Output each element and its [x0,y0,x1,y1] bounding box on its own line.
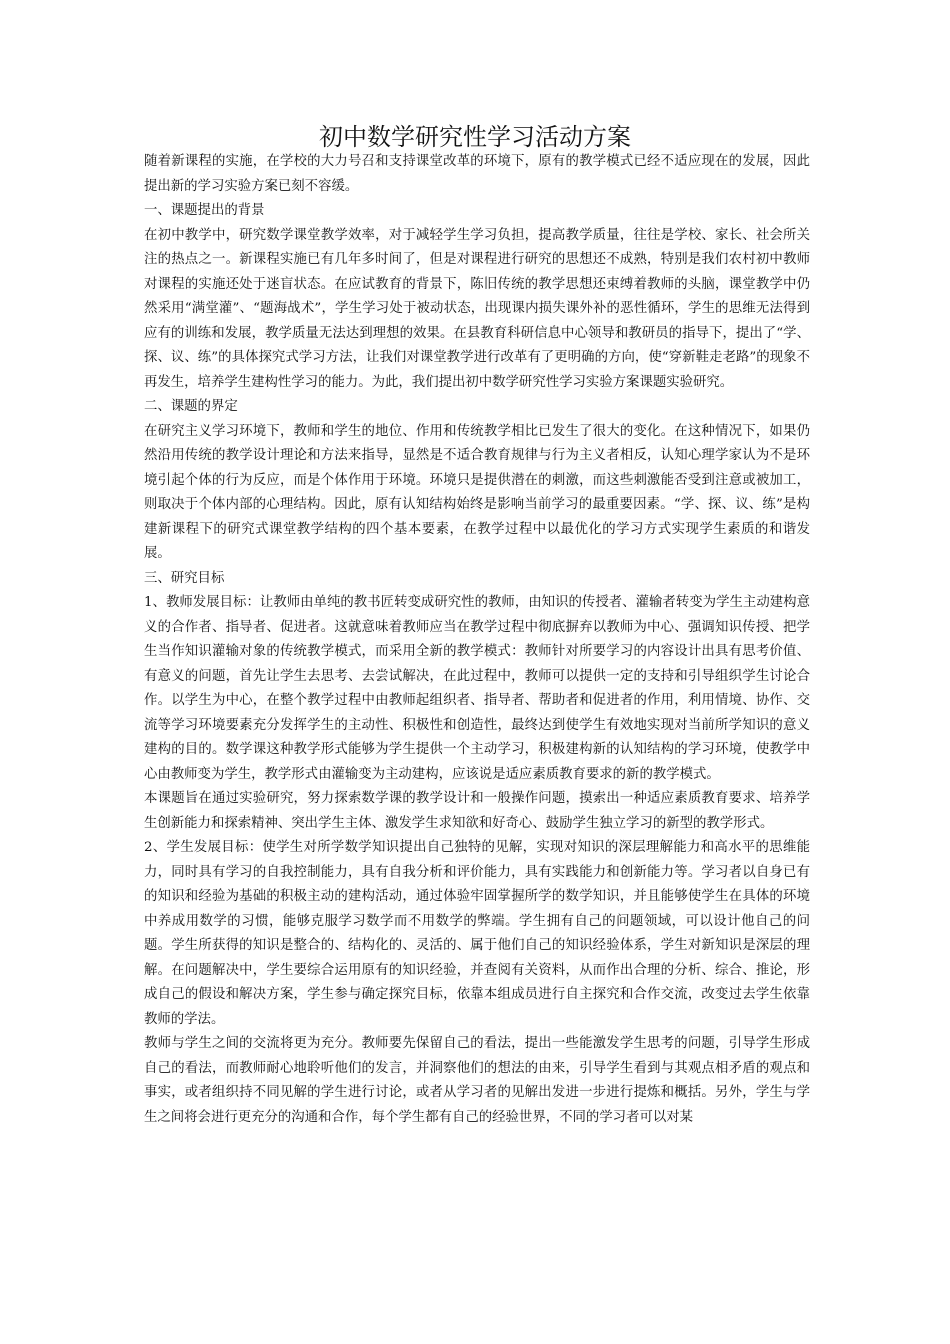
definition-paragraph: 在研究主义学习环境下，教师和学生的地位、作用和传统教学相比已发生了很大的变化。在这种情况下，如果仍然沿用传统的教学设计理论和方法来指导，显然是不适合教育规律与行为主义者相反，认知心理学家认为不是环境引起个体的行为反应，而是个体作用于环境。环境只是提供潜在的刺激，而这些刺激能否受到注意或被加工，则取决于个体内部的心理结构。因此，原有认知结构始终是影响当前学习的最重要因素。“学、探、议、练”是构建新课程下的研究式课堂教学结构的四个基本要素，在教学过程中以最优化的学习方式实现学生素质的和谐发展。 [144,423,810,561]
section-heading-background: 一、课题提出的背景 [144,203,265,218]
intro-paragraph: 随着新课程的实施，在学校的大力号召和支持课堂改革的环境下，原有的教学模式已经不适应现在的发展，因此提出新的学习实验方案已刻不容缓。 [144,154,810,194]
document-title: 初中数学研究性学习活动方案 [319,123,631,151]
document-body [144,150,810,1130]
communication-paragraph: 教师与学生之间的交流将更为充分。教师要先保留自己的看法，提出一些能激发学生思考的问题，引导学生形成自己的看法，而教师耐心地聆听他们的发言，并洞察他们的想法的由来，引导学生看到与其观点相矛盾的观点和事实，或者组织持不同见解的学生进行讨论，或者从学习者的见解出发进一步进行提炼和概括。另外，学生与学生之间将会进行更充分的沟通和合作，每个学生都有自己的经验世界，不同的学习者可以对某 [144,1036,810,1125]
section-heading-goals: 三、研究目标 [144,570,225,586]
student-goal-paragraph: 2、学生发展目标：使学生对所学数学知识提出自己独特的见解，实现对知识的深层理解能力和高水平的思维能力，同时具有学习的自我控制能力，具有自我分析和评价能力，具有实践能力和创新能力等。学习者以自身已有的知识和经验为基础的积极主动的建构活动，通过体验牢固掌握所学的数学知识，并且能够使学生在具体的环境中养成用数学的习惯，能够克服学习数学而不用数学的弊端。学生拥有自己的问题领域，可以设计他自己的问题。学生所获得的知识是整合的、结构化的、灵活的、属于他们自己的知识经验体系，学生对新知识是深层的理解。在问题解决中，学生要综合运用原有的知识经验，并查阅有关资料，从而作出合理的分析、综合、推论，形成自己的假设和解决方案，学生参与确定探究目标，依靠本组成员进行自主探究和合作交流，改变过去学生依靠教师的学法。 [144,840,810,1027]
teacher-goal-paragraph: 1、教师发展目标：让教师由单纯的教书匠转变成研究性的教师，由知识的传授者、灌输者转变为学生主动建构意义的合作者、指导者、促进者。这就意味着教师应当在教学过程中彻底摒弃以教师为中心、强调知识传授、把学生当作知识灌输对象的传统教学模式，而采用全新的教学模式：教师针对所要学习的内容设计出具有思考价值、有意义的问题，首先让学生去思考、去尝试解决，在此过程中，教师可以提供一定的支持和引导组织学生讨论合作。以学生为中心，在整个教学过程中由教师起组织者、指导者、帮助者和促进者的作用，利用情境、协作、交流等学习环境要素充分发挥学生的主动性、积极性和创造性，最终达到使学生有效地实现对当前所学知识的意义建构的目的。数学课这种教学形式能够为学生提供一个主动学习，积极建构新的认知结构的学习环境，使教学中心由教师变为学生，教学形式由灌输变为主动建构，应该说是适应素质教育要求的新的教学模式。 [144,595,810,782]
background-paragraph: 在初中教学中，研究数学课堂教学效率，对于减轻学生学习负担，提高教学质量，往往是学校、家长、社会所关注的热点之一。新课程实施已有几年多时间了，但是对课程进行研究的思想还不成熟，特别是我们农村初中教师对课程的实施还处于迷盲状态。在应试教育的背景下，陈旧传统的教学思想还束缚着教师的头脑，课堂教学中仍然采用“满堂灌”、“题海战术”，学生学习处于被动状态，出现课内损失课外补的恶性循环，学生的思维无法得到应有的训练和发展，教学质量无法达到理想的效果。在县教育科研信息中心领导和教研员的指导下，提出了“学、探、议、练”的具体探究式学习方法，让我们对课堂教学进行改革有了更明确的方向，使“穿新鞋走老路”的现象不再发生，培养学生建构性学习的能力。为此，我们提出初中数学研究性学习实验方案课题实验研究。 [144,227,810,390]
section-heading-definition: 二、课题的界定 [144,399,238,414]
project-aim-paragraph: 本课题旨在通过实验研究，努力探索数学课的教学设计和一般操作问题，摸索出一种适应素质教育要求、培养学生创新能力和探索精神、突出学生主体、激发学生求知欲和好奇心、鼓励学生独立学习的新型的教学形式。 [144,791,810,831]
